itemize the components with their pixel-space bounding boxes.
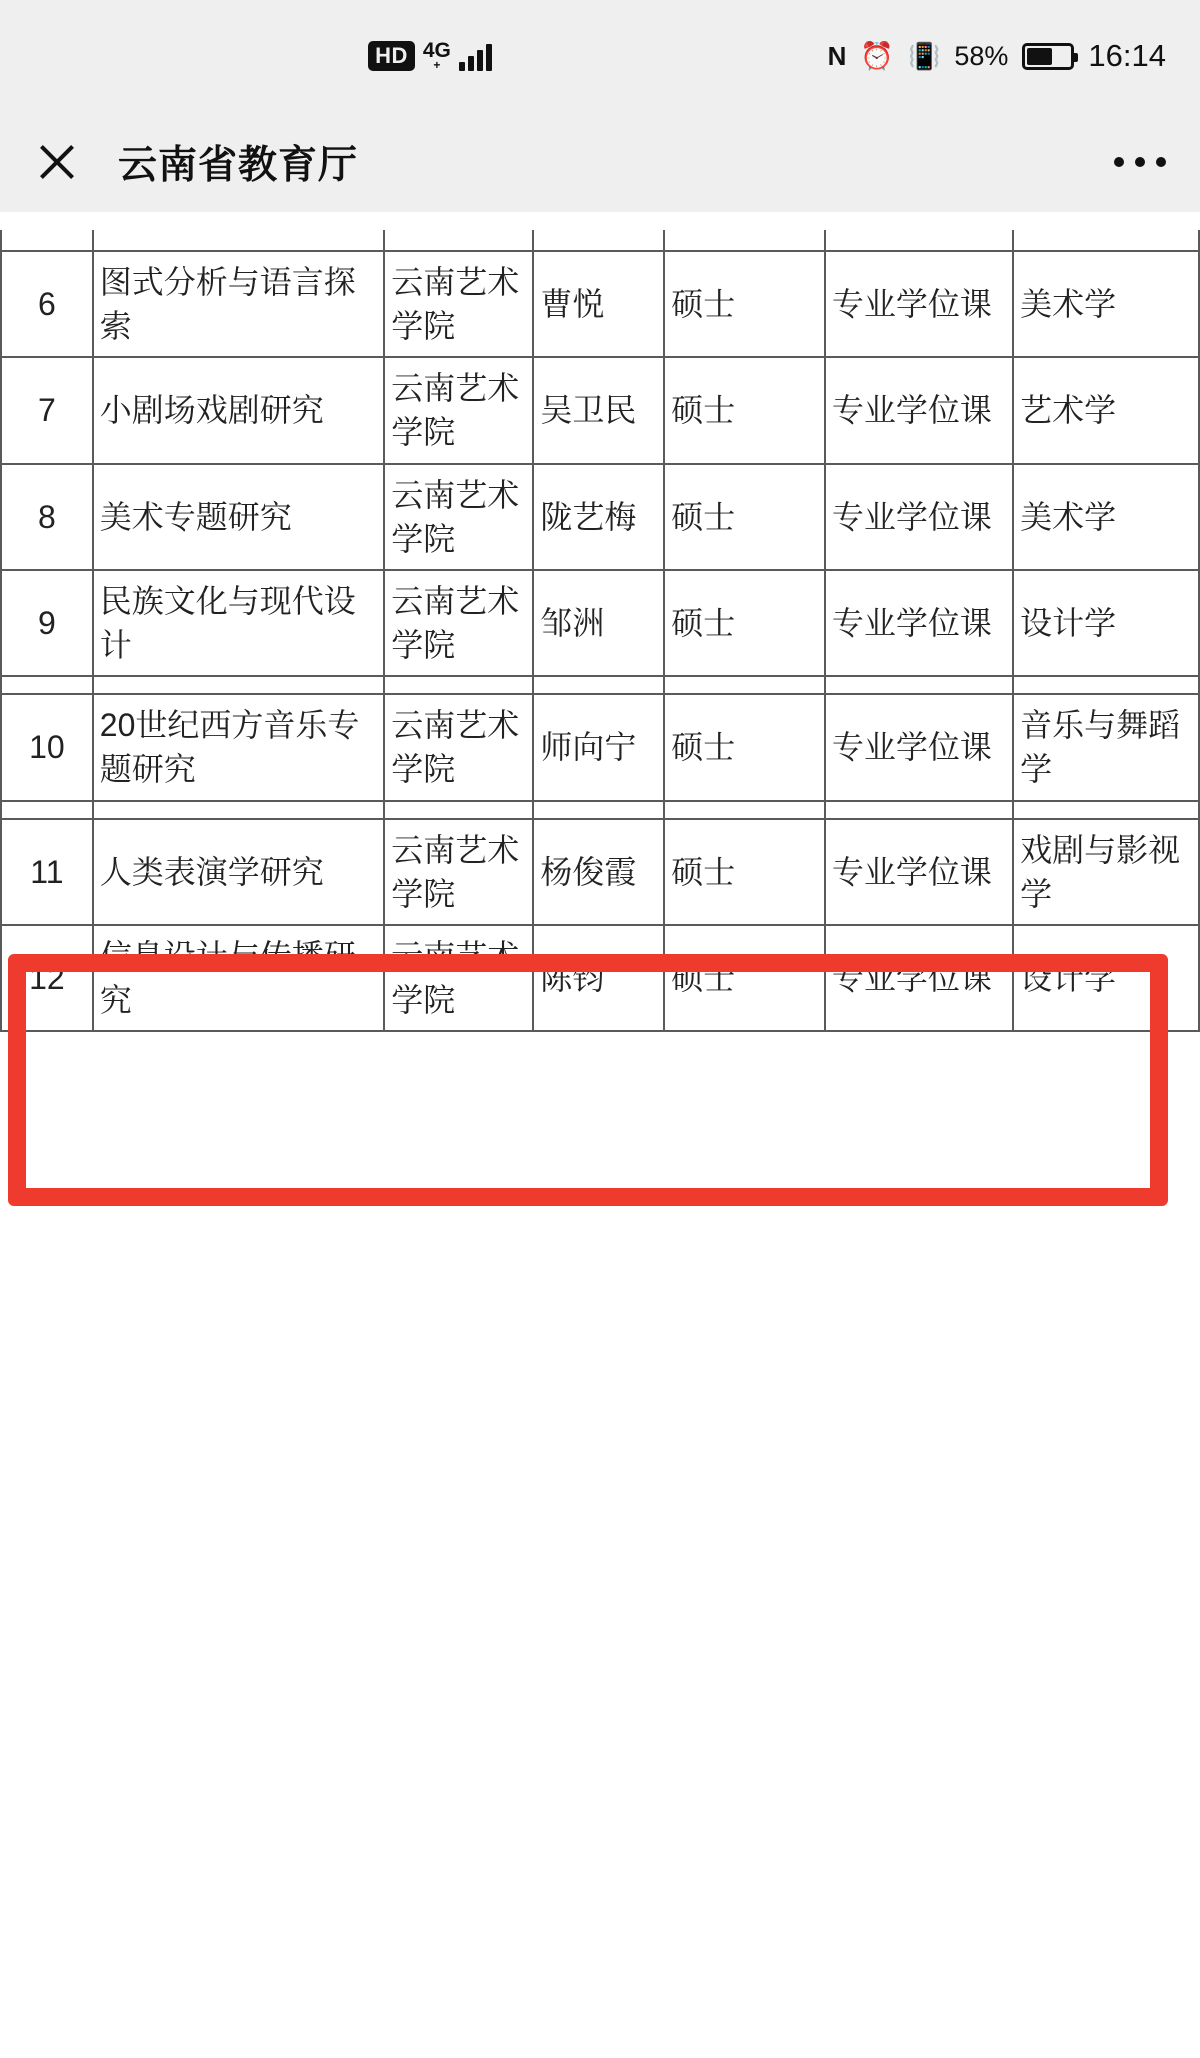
battery-percent-label: 58%	[954, 40, 1009, 71]
cell-discipline: 设计学	[1013, 570, 1199, 676]
cell-num: 8	[1, 464, 93, 570]
cell-teacher: 吴卫民	[533, 357, 664, 463]
cell-course-name: 图式分析与语言探索	[93, 251, 384, 357]
cell-degree: 硕士	[664, 819, 825, 925]
status-clock: 16:14	[1088, 38, 1166, 73]
cell-course-type: 专业学位课	[825, 357, 1013, 463]
table-row	[1, 251, 1199, 357]
cell-degree: 硕士	[664, 570, 825, 676]
more-options-icon[interactable]	[1114, 157, 1166, 167]
cell-course-name: 20世纪西方音乐专题研究	[93, 694, 384, 800]
cell-teacher: 杨俊霞	[533, 819, 664, 925]
table-top-gap	[1, 230, 1199, 251]
cell-teacher: 陈钧	[533, 925, 664, 1031]
cell-degree: 硕士	[664, 251, 825, 357]
cell-course-type: 专业学位课	[825, 570, 1013, 676]
cell-org: 云南艺术学院	[384, 251, 533, 357]
cell-course-type: 专业学位课	[825, 925, 1013, 1031]
cell-degree: 硕士	[664, 925, 825, 1031]
cell-degree: 硕士	[664, 464, 825, 570]
cell-org: 云南艺术学院	[384, 925, 533, 1031]
cell-discipline: 音乐与舞蹈学	[1013, 694, 1199, 800]
battery-icon	[1022, 43, 1074, 70]
table-row	[1, 570, 1199, 676]
cell-num: 7	[1, 357, 93, 463]
cell-course-type: 专业学位课	[825, 251, 1013, 357]
table-row-gap	[1, 676, 1199, 694]
table-row-gap	[1, 801, 1199, 819]
table-row-highlighted	[1, 694, 1199, 800]
cell-discipline: 戏剧与影视学	[1013, 819, 1199, 925]
cell-teacher: 陇艺梅	[533, 464, 664, 570]
cell-org: 云南艺术学院	[384, 819, 533, 925]
course-table-body	[1, 230, 1199, 1031]
cell-course-type: 专业学位课	[825, 819, 1013, 925]
cell-teacher: 师向宁	[533, 694, 664, 800]
cell-degree: 硕士	[664, 357, 825, 463]
network-type-icon	[422, 38, 451, 72]
signal-bars-icon	[459, 41, 492, 71]
table-row	[1, 357, 1199, 463]
table-row	[1, 464, 1199, 570]
cell-discipline: 设计学	[1013, 925, 1199, 1031]
cell-discipline: 艺术学	[1013, 357, 1199, 463]
network-type-label: 4G	[422, 38, 451, 62]
vibrate-icon: 📳	[908, 40, 941, 71]
cell-num: 9	[1, 570, 93, 676]
page-title: 云南省教育厅	[118, 144, 359, 187]
cell-course-type: 专业学位课	[825, 694, 1013, 800]
cell-discipline: 美术学	[1013, 464, 1199, 570]
cell-course-name: 美术专题研究	[93, 464, 384, 570]
cell-course-name: 人类表演学研究	[93, 819, 384, 925]
network-type-sub: +	[433, 57, 441, 72]
document-viewer[interactable]	[0, 212, 1200, 2058]
cell-num: 10	[1, 694, 93, 800]
hd-icon: HD	[368, 41, 415, 70]
cell-num: 11	[1, 819, 93, 925]
cell-num: 6	[1, 251, 93, 357]
cell-degree: 硕士	[664, 694, 825, 800]
nfc-icon: N	[827, 40, 847, 71]
status-bar	[0, 0, 1200, 112]
status-network-group	[368, 38, 492, 72]
status-bar-right-group	[828, 0, 1166, 112]
cell-org: 云南艺术学院	[384, 464, 533, 570]
title-bar	[0, 112, 1200, 212]
cell-teacher: 邹洲	[533, 570, 664, 676]
course-table	[0, 230, 1200, 1032]
table-row	[1, 819, 1199, 925]
cell-num: 12	[1, 925, 93, 1031]
table-row	[1, 925, 1199, 1031]
cell-teacher: 曹悦	[533, 251, 664, 357]
cell-course-name: 民族文化与现代设计	[93, 570, 384, 676]
alarm-clock-icon: ⏰	[860, 41, 894, 71]
cell-org: 云南艺术学院	[384, 357, 533, 463]
cell-discipline: 美术学	[1013, 251, 1199, 357]
cell-org: 云南艺术学院	[384, 570, 533, 676]
close-icon[interactable]	[34, 139, 80, 185]
cell-course-name: 信息设计与传播研究	[93, 925, 384, 1031]
cell-course-type: 专业学位课	[825, 464, 1013, 570]
cell-org: 云南艺术学院	[384, 694, 533, 800]
cell-course-name: 小剧场戏剧研究	[93, 357, 384, 463]
